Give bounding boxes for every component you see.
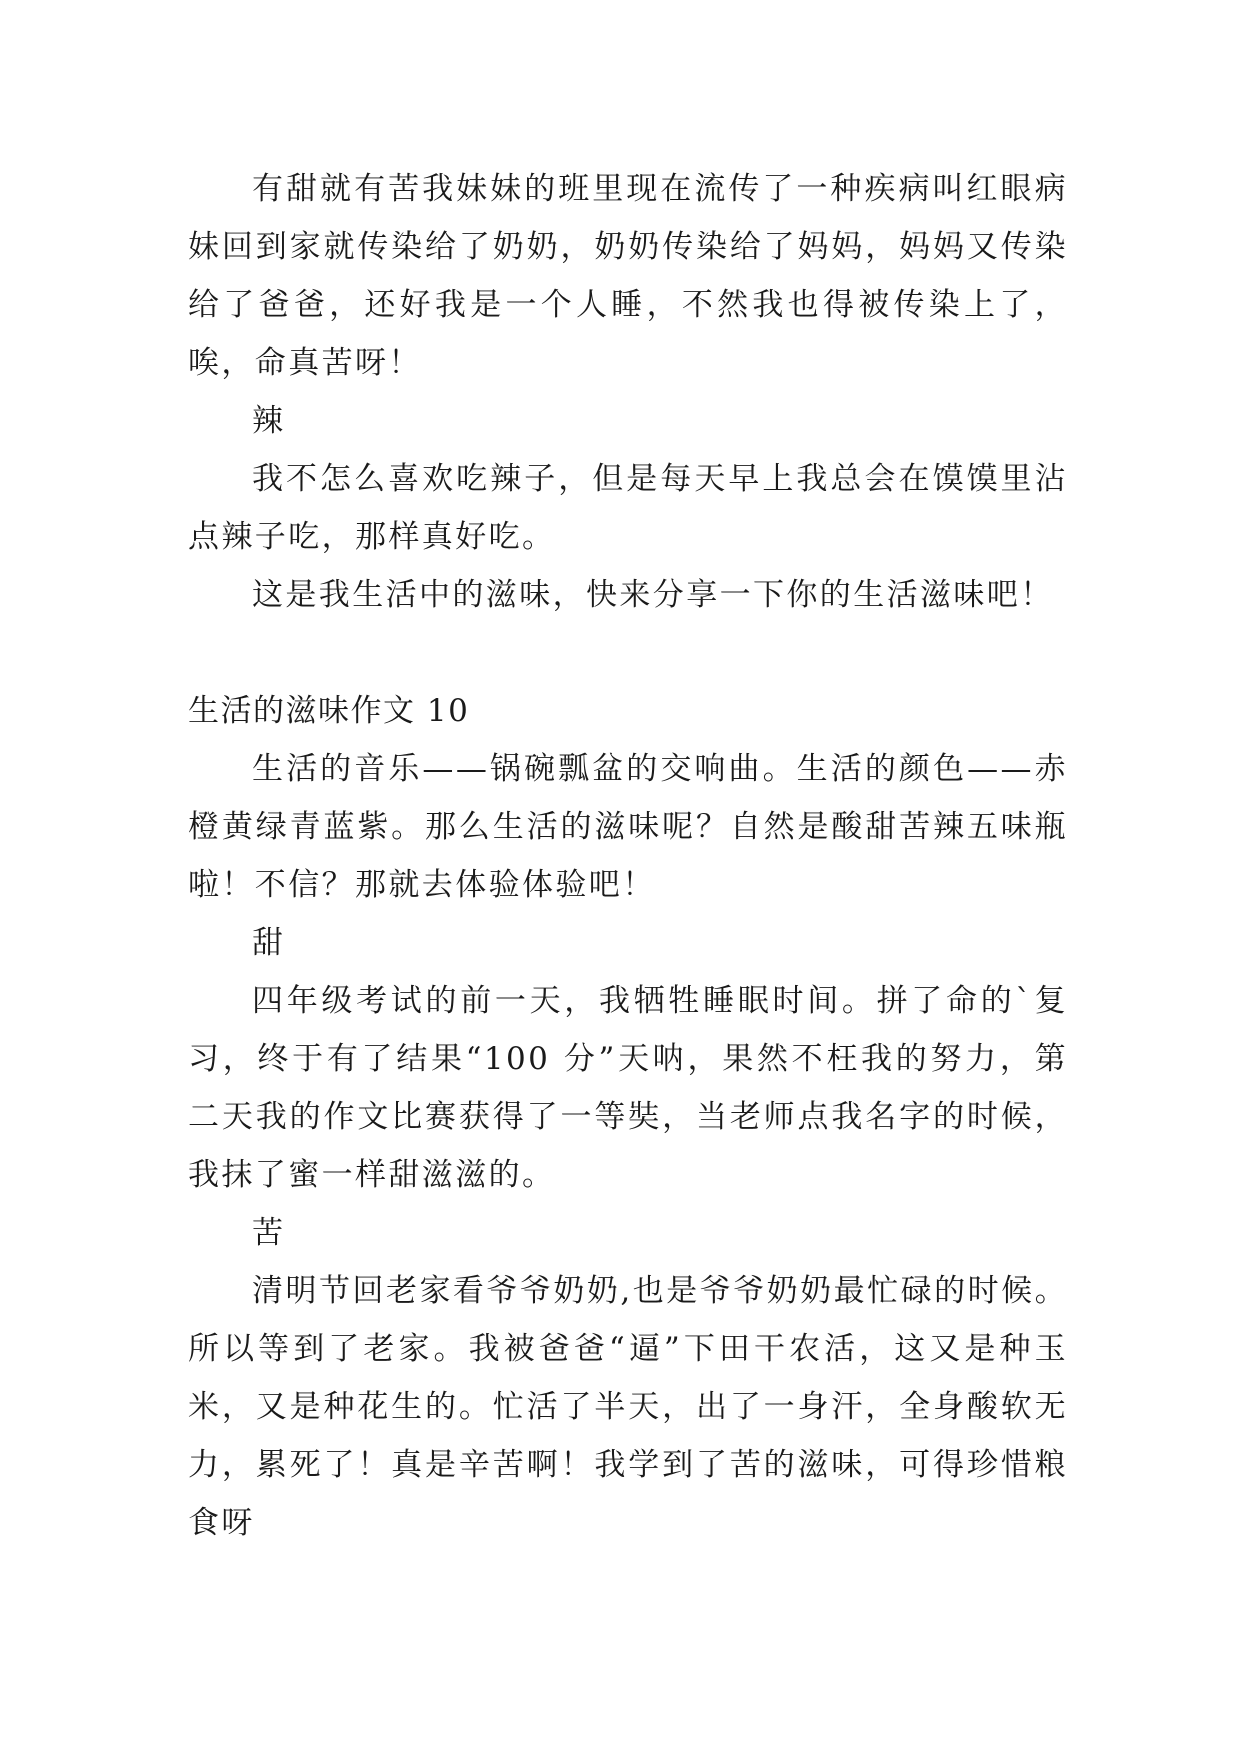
paragraph-spicy: 我不怎么喜欢吃辣子，但是每天早上我总会在馍馍里沾点辣子吃，那样真好吃。 [188,461,1068,555]
section-spacer [188,624,1068,682]
essay-title: 生活的滋味作文 10 [188,693,470,729]
document-page [188,160,1068,1552]
paragraph-closing: 这是我生活中的滋味，快来分享一下你的生活滋味吧！ [252,577,1054,613]
paragraph-sweet: 四年级考试的前一天，我牺牲睡眠时间。拼了命的`复习，终于有了结果“100 分”天呐，果然不枉我的努力，第二天我的作文比赛获得了一等奘，当老师点我名字的时候，我抹了蜜一样甜滋滋的。 [188,983,1068,1193]
section-label-sweet: 甜 [252,925,286,961]
paragraph-bitter-intro: 有甜就有苦我妹妹的班里现在流传了一种疾病叫红眼病妹回到家就传染给了奶奶，奶奶传染给了妈妈，妈妈又传染给了爸爸，还好我是一个人睡，不然我也得被传染上了，唉，命真苦呀！ [188,171,1068,381]
paragraph-bitter: 清明节回老家看爷爷奶奶,也是爷爷奶奶最忙碌的时候。所以等到了老家。我被爸爸“逼”下田干农活，这又是种玉米，又是种花生的。忙活了半天，出了一身汗，全身酸软无力，累死了！真是辛苦啊！我学到了苦的滋味，可得珍惜粮食呀 [188,1273,1068,1541]
section-label-bitter: 苦 [252,1215,286,1251]
paragraph-essay-intro: 生活的音乐——锅碗瓢盆的交响曲。生活的颜色——赤橙黄绿青蓝紫。那么生活的滋味呢？自然是酸甜苦辣五味瓶啦！不信？那就去体验体验吧！ [188,751,1068,903]
section-label-spicy: 辣 [252,403,286,439]
